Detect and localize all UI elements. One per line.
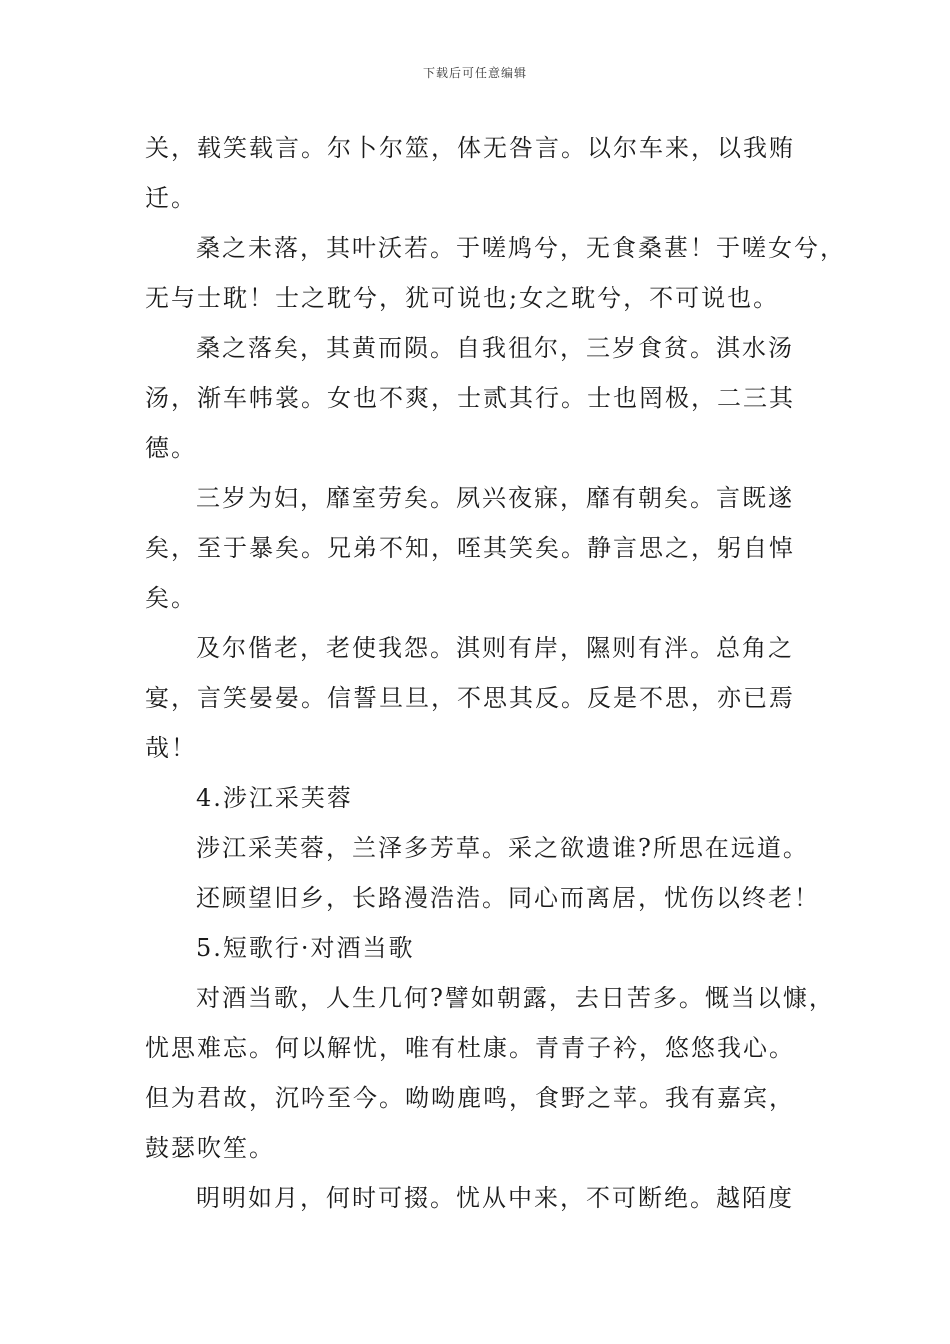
text-line: 明明如月，何时可掇。忧从中来，不可断绝。越陌度 bbox=[196, 1184, 794, 1212]
text-line: 汤，渐车帏裳。女也不爽，士贰其行。士也罔极，二三其 bbox=[145, 384, 795, 412]
document-body bbox=[145, 123, 846, 1223]
section-heading: 4.涉江采芙蓉 bbox=[196, 784, 353, 812]
page-header: 下载后可任意编辑 bbox=[422, 66, 527, 80]
text-line: 宴，言笑晏晏。信誓旦旦，不思其反。反是不思，亦已焉 bbox=[145, 684, 795, 712]
text-line: 德。 bbox=[145, 434, 197, 462]
text-line: 但为君故，沉吟至今。呦呦鹿鸣，食野之苹。我有嘉宾， bbox=[145, 1084, 795, 1112]
text-line: 矣。 bbox=[145, 584, 197, 612]
text-line: 涉江采芙蓉，兰泽多芳草。采之欲遗谁?所思在远道。 bbox=[196, 834, 809, 862]
text-line: 关，载笑载言。尔卜尔筮，体无咎言。以尔车来，以我贿 bbox=[145, 134, 795, 162]
text-line: 及尔偕老，老使我怨。淇则有岸，隰则有泮。总角之 bbox=[196, 634, 794, 662]
text-line: 桑之未落，其叶沃若。于嗟鸠兮，无食桑葚！于嗟女兮， bbox=[196, 234, 846, 262]
text-line: 鼓瑟吹笙。 bbox=[145, 1134, 275, 1162]
text-line: 矣，至于暴矣。兄弟不知，咥其笑矣。静言思之，躬自悼 bbox=[145, 534, 795, 562]
text-line: 无与士耽！士之耽兮，犹可说也;女之耽兮，不可说也。 bbox=[145, 284, 780, 312]
text-line: 哉！ bbox=[145, 734, 197, 762]
section-heading: 5.短歌行·对酒当歌 bbox=[196, 934, 415, 962]
text-line: 忧思难忘。何以解忧，唯有杜康。青青子衿，悠悠我心。 bbox=[145, 1034, 795, 1062]
text-line: 对酒当歌，人生几何?譬如朝露，去日苦多。慨当以慷， bbox=[196, 984, 835, 1012]
text-line: 桑之落矣，其黄而陨。自我徂尔，三岁食贫。淇水汤 bbox=[196, 334, 794, 362]
text-line: 三岁为妇，靡室劳矣。夙兴夜寐，靡有朝矣。言既遂 bbox=[196, 484, 794, 512]
text-line: 还顾望旧乡，长路漫浩浩。同心而离居，忧伤以终老！ bbox=[196, 884, 820, 912]
text-line: 迁。 bbox=[145, 184, 197, 212]
